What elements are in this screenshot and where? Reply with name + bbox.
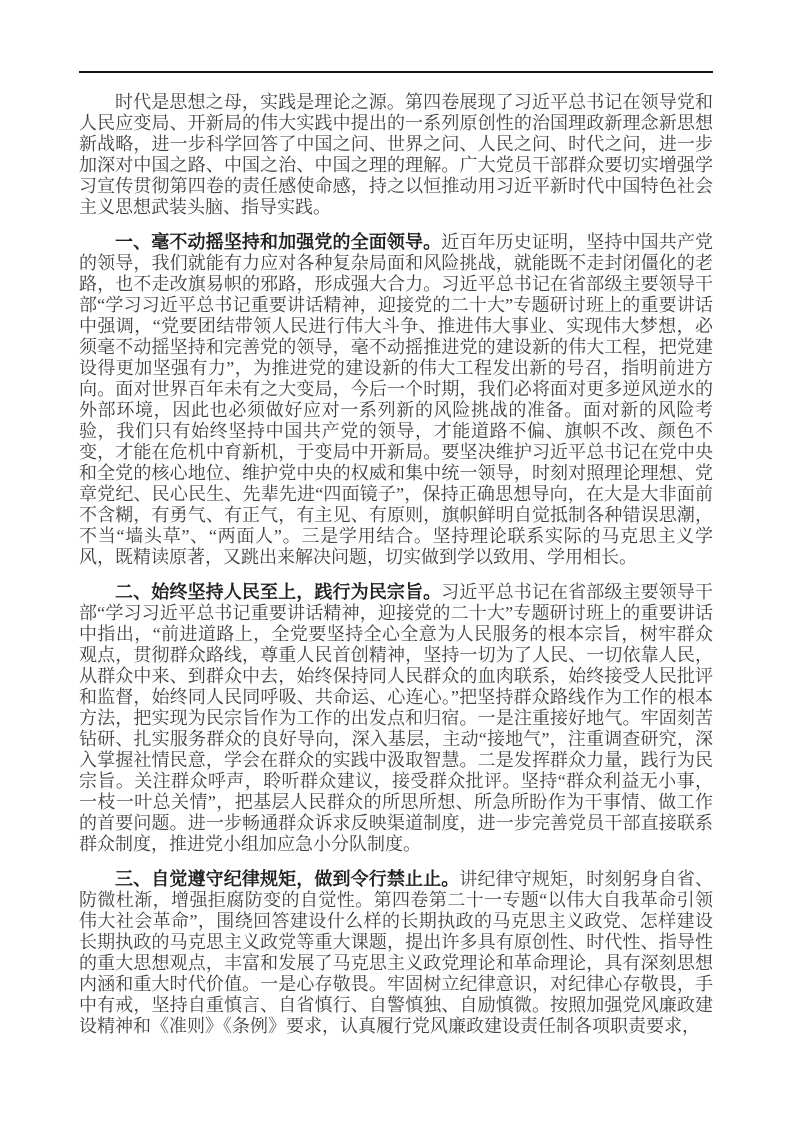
section-heading: 一、毫不动摇坚持和加强党的全面领导。 bbox=[115, 232, 442, 252]
paragraph-section-3 bbox=[79, 869, 713, 1037]
header-divider bbox=[79, 71, 713, 73]
document-body bbox=[79, 92, 713, 1051]
paragraph-text: 近百年历史证明，坚持中国共产党的领导，我们就能有力应对各种复杂局面和风险挑战，就能既不走封闭僵化的老路，也不走改旗易帜的邪路，形成强大合力。习近平总书记在省部级主要领导干部“学习习近平总书记重要讲话精神，迎接党的二十大”专题研讨班上的重要讲话中强调，“党要团结带领人民进行伟大斗争、推进伟大事业、实现伟大梦想，必须毫不动摇坚持和完善党的领导，毫不动摇推进党的建设新的伟大工程，把党建设得更加坚强有力”，为推进党的建设新的伟大工程发出新的号召，指明前进方向。面对世界百年未有之大变局，今后一个时期，我们必将面对更多逆风逆水的外部环境，因此也必须做好应对一系列新的风险挑战的准备。面对新的风险考验，我们只有始终坚持中国共产党的领导，才能道路不偏、旗帜不改、颜色不变，才能在危机中育新机，于变局中开新局。要坚决维护习近平总书记在党中央和全党的核心地位、维护党中央的权威和集中统一领导，时刻对照理论理想、党章党纪、民心民生、先辈先进“四面镜子”，保持正确思想导向，在大是大非面前不含糊，有勇气、有正气，有主见、有原则，旗帜鲜明自觉抵制各种错误思潮，不当“墙头草”、“两面人”。三是学用结合。坚持理论联系实际的马克思主义学风，既精读原著，又跳出来解决问题，切实做到学以致用、学用相长。 bbox=[79, 232, 713, 567]
paragraph-intro bbox=[79, 92, 713, 218]
paragraph-text: 讲纪律守规矩，时刻躬身自省、防微杜渐，增强拒腐防变的自觉性。第四卷第二十一专题“以伟大自我革命引领伟大社会革命”，围绕回答建设什么样的长期执政的马克思主义政党、怎样建设长期执政的马克思主义政党等重大课题，提出许多具有原创性、时代性、指导性的重大思想观点，丰富和发展了马克思主义政党理论和革命理论，具有深刻思想内涵和重大时代价值。一是心存敬畏。牢固树立纪律意识，对纪律心存敬畏，手中有戒，坚持自重慎言、自省慎行、自警慎独、自励慎微。按照加强党风廉政建设精神和《准则》《条例》要求，认真履行党风廉政建设责任制各项职责要求， bbox=[79, 869, 713, 1036]
paragraph-section-2 bbox=[79, 582, 713, 855]
paragraph-text: 时代是思想之母，实践是理论之源。第四卷展现了习近平总书记在领导党和人民应变局、开新局的伟大实践中提出的一系列原创性的治国理政新理念新思想新战略，进一步科学回答了中国之问、世界之问、人民之问、时代之问，进一步加深对中国之路、中国之治、中国之理的理解。广大党员干部群众要切实增强学习宣传贯彻第四卷的责任感使命感，持之以恒推动用习近平新时代中国特色社会主义思想武装头脑、指导实践。 bbox=[79, 92, 713, 217]
section-heading: 三、自觉遵守纪律规矩，做到令行禁止止。 bbox=[115, 869, 460, 889]
paragraph-text: 习近平总书记在省部级主要领导干部“学习习近平总书记重要讲话精神，迎接党的二十大”专题研讨班上的重要讲话中指出，“前进道路上，全党要坚持全心全意为人民服务的根本宗旨，树牢群众观点，贯彻群众路线，尊重人民首创精神，坚持一切为了人民、一切依靠人民，从群众中来、到群众中去，始终保持同人民群众的血肉联系，始终接受人民批评和监督，始终同人民同呼吸、共命运、心连心。”把坚持群众路线作为工作的根本方法，把实现为民宗旨作为工作的出发点和归宿。一是注重接好地气。牢固刻苦钻研、扎实服务群众的良好导向，深入基层，主动“接地气”，注重调查研究，深入掌握社情民意，学会在群众的实践中汲取智慧。二是发挥群众力量，践行为民宗旨。关注群众呼声，聆听群众建议，接受群众批评。坚持“群众利益无小事，一枝一叶总关情”，把基层人民群众的所思所想、所急所盼作为干事情、做工作的首要问题。进一步畅通群众诉求反映渠道制度，进一步完善党员干部直接联系群众制度，推进党小组加应急小分队制度。 bbox=[79, 582, 713, 854]
section-heading: 二、始终坚持人民至上，践行为民宗旨。 bbox=[115, 582, 442, 602]
paragraph-section-1 bbox=[79, 232, 713, 568]
